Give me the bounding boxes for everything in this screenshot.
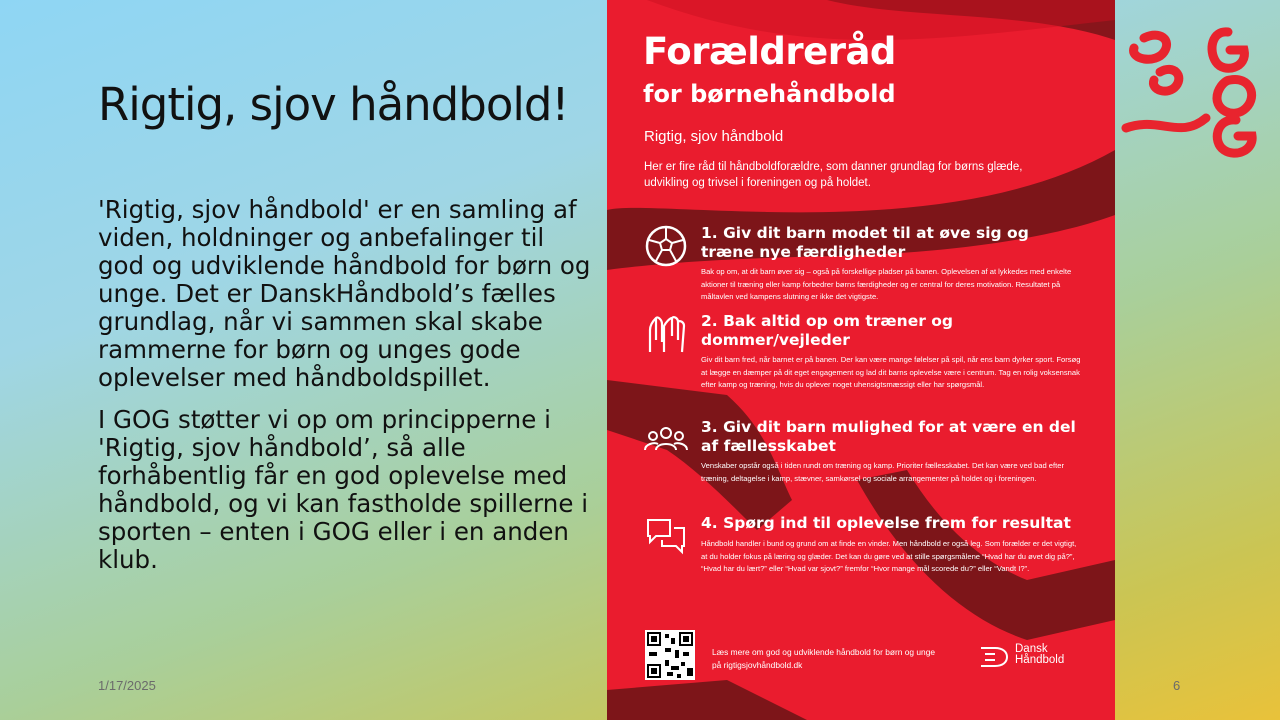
poster-image (607, 0, 1115, 720)
tip-4-text: Håndbold handler i bund og grund om at finde en vinder. Men håndbold er også leg. Som forælder er det vigtigt, at du holder fokus på læring og glæder. Det kan du gøre ved at stille spørgsmålene “Hvad har du øvet dig på?”, “Hvad har du lært?” eller “Hvad var sjovt?” fremfor “Hvor mange mål scorede du?” eller “Vandt I?”. (701, 539, 1077, 574)
tip-1-heading: 1. Giv dit barn modet til at øve sig og træne nye færdigheder (701, 224, 1029, 261)
slide-body (98, 196, 598, 588)
slide-date: 1/17/2025 (98, 678, 156, 693)
poster-intro: Her er fire råd til håndboldforældre, som danner grundlag for børns glæde, udvikling og trivsel i foreningen og på holdet. (644, 161, 1023, 189)
tip-3-heading: 3. Giv dit barn mulighed for at være en del af fællesskabet (701, 418, 1076, 455)
tip-4-heading: 4. Spørg ind til oplevelse frem for resultat (701, 514, 1071, 532)
qr-code-icon (645, 630, 695, 680)
dansk-handbold-logo (979, 644, 1079, 670)
poster-footer-text: Læs mere om god og udviklende håndbold for børn og unge på rigtigsjovhåndbold.dk (712, 647, 936, 670)
body-paragraph-2: I GOG støtter vi op om principperne i 'Rigtig, sjov håndbold’, så alle forhåbentlig får en god oplevelse med håndbold, og vi kan fastholde spillerne i sporten – enten i GOG eller i en anden klub. (98, 405, 588, 574)
body-paragraph-1: 'Rigtig, sjov håndbold' er en samling af viden, holdninger og anbefalinger til god og udviklende håndbold for børn og unge. Det er DanskHåndbold’s fælles grundlag, når vi sammen skal skabe rammerne for børn og unges gode oplevelser med håndboldspillet. (98, 195, 591, 392)
poster-subtitle: for børnehåndbold (643, 80, 896, 108)
tip-1-text: Bak op om, at dit barn øver sig – også på forskellige pladser på banen. Oplevelsen af at lykkedes med enkelte aktioner til træning eller kamp forbedrer børns færdigheder og er central for deres motivation. Resultatet på måltavlen ved kampens slutning er ikke det vigtigste. (701, 267, 1072, 302)
clapping-hands-icon (644, 312, 688, 356)
poster-title: Forældreråd (643, 30, 896, 73)
dansk-handbold-logo-mark (979, 644, 1009, 670)
gog-logo (1120, 20, 1270, 160)
dansk-handbold-wordmark (1015, 644, 1064, 666)
tip-2-text: Giv dit barn fred, når barnet er på banen. Der kan være mange følelser på spil, når ens barn dyrker sport. Forsøg at lægge en dæmper på dit eget engagement og lad dit barns oplevelse være i centrum. Tag en rolig voksensnak efter kamp og træning, hvis du oplever noget uhensigtsmæssigt eller har spørgsmål. (701, 355, 1081, 390)
poster-kicker: Rigtig, sjov håndbold (644, 128, 784, 145)
brand-line-2: Håndbold (1015, 654, 1065, 666)
slide-title: Rigtig, sjov håndbold! (98, 78, 569, 131)
brand-line-1: Dansk (1015, 643, 1048, 655)
group-icon (644, 418, 688, 462)
handball-icon (644, 224, 688, 268)
tip-3-text: Venskaber opstår også i tiden rundt om træning og kamp. Prioriter fællesskabet. Det kan være ved bad efter træning, deltagelse i kamp, stævner, samkørsel og sociale arrangementer på holdet og i foreningen. (701, 461, 1064, 483)
speech-bubbles-icon (644, 514, 688, 558)
slide-page-number: 6 (1173, 678, 1181, 693)
tip-2-heading: 2. Bak altid op om træner og dommer/vejleder (701, 312, 953, 349)
